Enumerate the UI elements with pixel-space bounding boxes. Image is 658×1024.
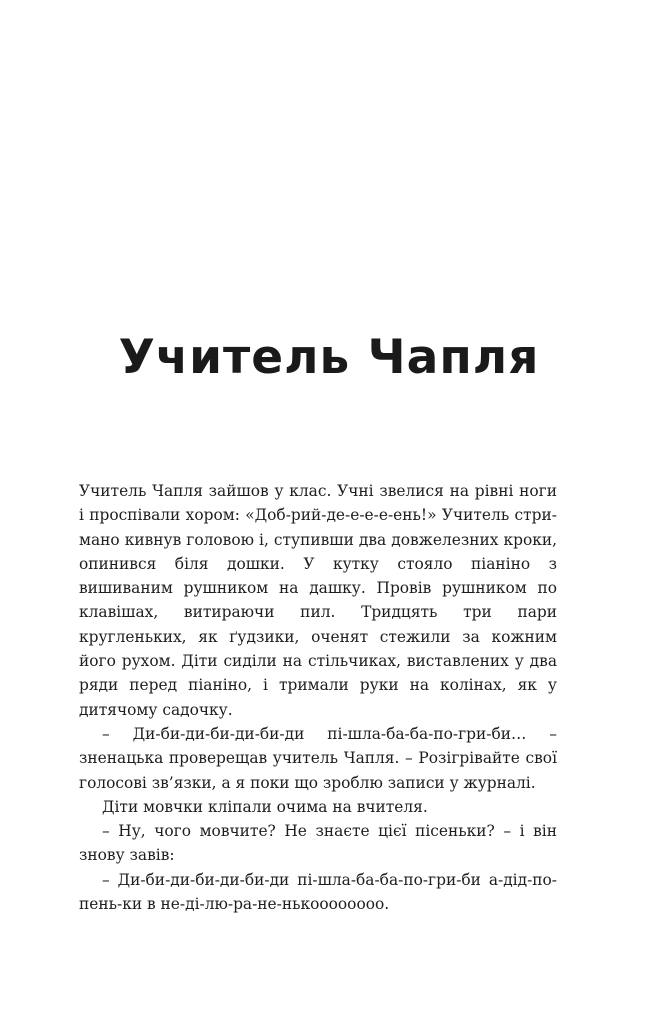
paragraph: Діти мовчки кліпали очима на вчителя. [102,797,428,816]
chapter-title: Учитель Чапля [118,330,540,385]
paragraph: Учитель Чапля зайшов у клас. Учні звелися на рівні ноги і проспівали хором: «Доб-рий-де-е-е-е-ень!» Учитель стримано кивнув головою і, ступивши два довжелезних кроки, опинився біля дошки. У кутку стояло піаніно з вишиваним рушником на дашку. Провів рушником по клавішах, витираючи пил. Тридцять три пари кругленьких, як ґудзики, оченят стежили за кожним його рухом. Діти сиділи на стільчиках, виставлених у два ряди перед піаніно, і тримали руки на колінах, як у дитячому садочку. [79,482,557,719]
paragraph: – Ди-би-ди-би-ди-би-ди пі-шла-ба-ба-по-гри-би… – зненацька проверещав учитель Чапля. – Розігрівайте свої голосові зв’язки, а я поки що зроблю записи у журналі. [79,724,557,792]
paragraph: – Ди-би-ди-би-ди-би-ди пі-шла-ба-ба-по-гри-би а-дід-попень-ки в не-ді-лю-ра-не-нькоооооооо. [79,870,557,914]
paragraph: – Ну, чого мовчите? Не знаєте цієї пісеньки? – і він знову завів: [79,822,557,865]
chapter-body [79,479,557,916]
